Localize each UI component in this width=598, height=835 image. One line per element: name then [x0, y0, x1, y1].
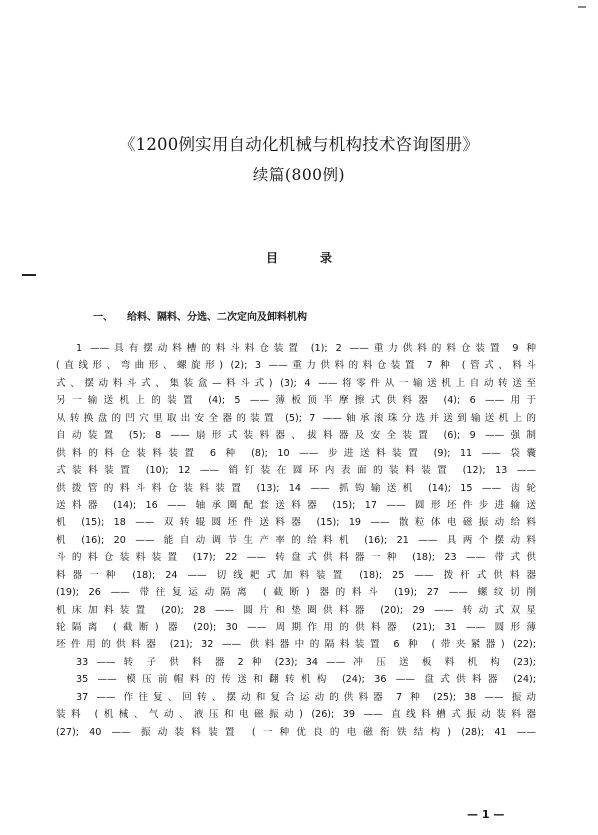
- book-title: 《1200例实用自动化机械与机构技术咨询图册》: [118, 135, 480, 154]
- toc-heading: [0, 249, 598, 266]
- toc-line: 式、摆动料斗式、集装盒—料斗式) (3); 4 ——将零件从一输送机上自动转送至: [56, 377, 536, 389]
- toc-line: 机 (16); 20 —— 能自动调节生产率的给料机 (16); 21 —— 具两个摆动料: [56, 534, 536, 546]
- toc-entries: [56, 340, 536, 741]
- toc-line: 1 ——具有摆动料槽的料斗料仓装置 (1); 2 ——重力供料的料仓装置 9 种: [76, 343, 536, 354]
- toc-line: 装料 (机械、气动、液压和电磁振动) (26); 39 —— 直线料槽式振动装料器: [56, 709, 536, 721]
- toc-line: 坯件用的供料器 (21); 32 —— 供料器中的隔料装置 6 种 (带夹紧器) (22);: [56, 639, 536, 651]
- toc-line: (直线形、弯曲形、螺旋形) (2); 3 ——重力供料的料仓装置 7 种 (管式、料斗: [56, 360, 536, 372]
- toc-line: 送料器 (14); 16 —— 轴承圈配套送料器 (15); 17 —— 圆形坯件步进输送: [56, 499, 536, 511]
- toc-line: 另一输送机上的装置 (4); 5 ——薄板顶半摩擦式供料器 (4); 6 ——用于: [56, 395, 536, 407]
- toc-line: 35 —— 模压前帽料的传送和翻转机构 (24); 36 —— 盘式供料器 (24);: [76, 674, 536, 686]
- toc-line: 机床加料装置 (20); 28 —— 圆片和垫圈供料器 (20); 29 —— 转动式双星: [56, 604, 536, 616]
- toc-line: 机 (15); 18 —— 双转辊圆坯件送料器 (15); 19 —— 散粒体电磁振动给料: [56, 517, 536, 529]
- toc-line: (19); 26 —— 带往复运动隔离 (截断) 器的料斗 (19); 27 —— 螺纹切削: [56, 587, 536, 599]
- page-number: — 1 —: [467, 808, 505, 821]
- section-number: 一、: [93, 312, 113, 323]
- section-heading: [93, 308, 307, 323]
- toc-line: 斗的料仓装料装置 (17); 22 —— 转盘式供料器一种 (18); 23 —— 带式供: [56, 552, 536, 564]
- toc-line: (27); 40 —— 振动装料装置 (一种优良的电磁衔铁结构) (28); 41 ——: [56, 726, 536, 738]
- toc-heading-char-1: 目: [265, 251, 278, 265]
- section-title: 给料、隔料、分选、二次定向及卸料机构: [127, 312, 307, 323]
- toc-line: 37 —— 作往复、回转、摆动和复合运动的供料器 7 种 (25); 38 —— 振动: [76, 691, 536, 703]
- toc-heading-char-2: 录: [320, 251, 333, 265]
- book-subtitle: 续篇(800例): [252, 166, 346, 184]
- toc-line: 供拨管的料斗料仓装料装置 (13); 14 —— 抓钩输送机 (14); 15 —— 齿轮: [56, 482, 536, 494]
- scan-mark-left: [22, 274, 36, 276]
- toc-line: 供料的料仓装料装置 6 种 (8); 10 —— 步进送料装置 (9); 11 —— 袋囊: [56, 447, 536, 459]
- toc-line: 33 —— 转 子 供 料 器 2 种 (23); 34 —— 冲 压 送 板 料 机 构 (23);: [76, 656, 536, 668]
- toc-line: 轮隔离 (截断) 器 (20); 30 —— 周期作用的供料器 (21); 31 —— 圆形薄: [56, 622, 536, 633]
- toc-line: 料器一种 (18); 24 —— 切线耙式加料装置 (18); 25 —— 拨杆式供料器: [56, 569, 536, 581]
- toc-line: 自动装置 (5); 8 ——扇形式装料器、拔料器及安全装置 (6); 9 ——强制: [56, 430, 536, 442]
- toc-line: 式装料装置 (10); 12 —— 销钉装在圆环内表面的装料装置 (12); 13 ——: [56, 465, 536, 477]
- toc-line: 从转换盘的凹穴里取出安全器的装置 (5); 7 ——轴承滚珠分选并送到输送机上的: [56, 412, 536, 424]
- scan-mark-top-right: [578, 6, 586, 8]
